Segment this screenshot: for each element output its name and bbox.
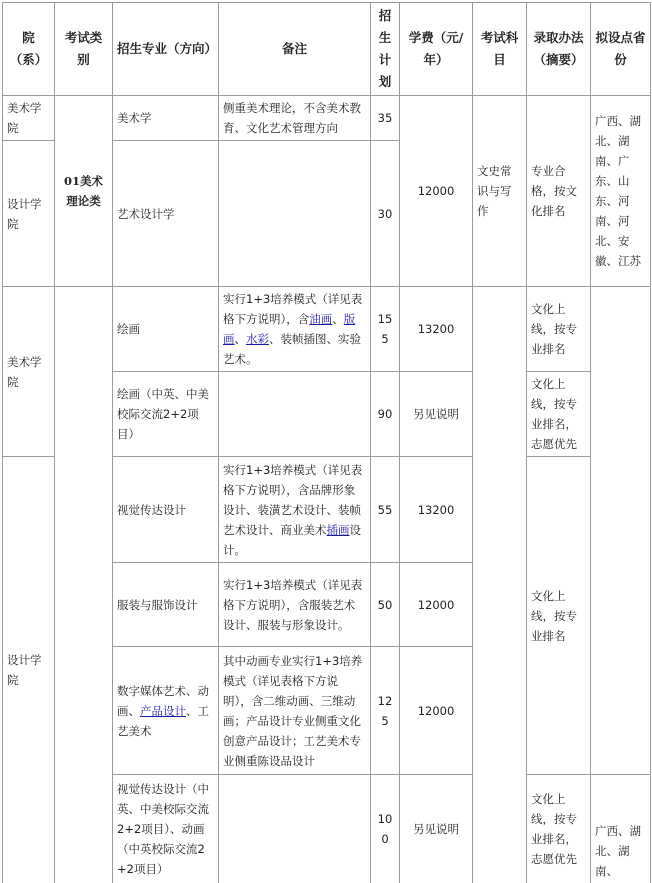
admission-cell: 文化上线，按专业排名，志愿优先	[527, 372, 591, 457]
note-cell: 侧重美术理论，不含美术教育、文化艺术管理方向	[219, 96, 371, 141]
admission-cell: 专业合格，按文化排名	[527, 96, 591, 287]
link-watercolor[interactable]: 水彩	[246, 332, 269, 346]
fee-cell: 13200	[400, 287, 473, 372]
major-cell: 视觉传达设计	[113, 457, 219, 563]
note-cell	[219, 141, 371, 287]
note-text: 设计。	[223, 522, 361, 557]
note-text: 实行1+3培养模式（详见表格下方说明），含品牌形象设计、装潢艺术设计、装帧艺术设计、商业美术	[223, 462, 363, 537]
note-cell	[219, 457, 371, 563]
header-row	[3, 3, 651, 96]
fee-cell: 13200	[400, 457, 473, 563]
plan-cell: 30	[371, 141, 400, 287]
link-product-design[interactable]: 产品设计	[140, 703, 186, 718]
exam-type-cell	[55, 287, 113, 883]
admission-cell: 文化上线，按专业排名，志愿优先	[527, 775, 591, 883]
plan-cell: 55	[371, 457, 400, 563]
fee-cell: 12000	[400, 647, 473, 775]
fee-cell: 12000	[400, 563, 473, 647]
major-cell	[113, 647, 219, 775]
major-text: 数字媒体艺术、动画、	[117, 683, 209, 718]
header-plan: 招生计划	[371, 3, 400, 96]
plan-cell: 125	[371, 647, 400, 775]
admission-cell: 文化上线，按专业排名	[527, 287, 591, 372]
provinces-cell: 广西、湖北、湖南、广东、山东、河南、河北、安徽、江苏	[591, 96, 651, 287]
header-exam-type: 考试类别	[55, 3, 113, 96]
admissions-table	[2, 2, 651, 883]
subject-cell: 文史常识与写作	[473, 96, 527, 287]
note-text: 、装帧插图、实验艺术。	[223, 332, 361, 366]
major-cell: 服装与服饰设计	[113, 563, 219, 647]
link-printmaking[interactable]: 版画	[223, 312, 356, 346]
note-cell	[219, 287, 371, 372]
header-admission: 录取办法（摘要）	[527, 3, 591, 96]
note-cell	[219, 775, 371, 883]
note-cell: 实行1+3培养模式（详见表格下方说明），含服装艺术设计、服装与形象设计。	[219, 563, 371, 647]
major-cell: 艺术设计学	[113, 141, 219, 287]
provinces-cell	[591, 287, 651, 775]
college-cell: 设计学院	[3, 457, 55, 883]
major-cell: 绘画	[113, 287, 219, 372]
admission-cell: 文化上线，按专业排名	[527, 457, 591, 775]
header-provinces: 拟设点省份	[591, 3, 651, 96]
exam-type-cell: 01美术理论类	[55, 96, 113, 287]
table-row	[3, 96, 651, 141]
plan-cell: 100	[371, 775, 400, 883]
plan-cell: 155	[371, 287, 400, 372]
header-college: 院（系）	[3, 3, 55, 96]
major-text: 、工艺美术	[117, 703, 209, 738]
header-fee: 学费（元/年）	[400, 3, 473, 96]
header-subject: 考试科目	[473, 3, 527, 96]
note-separator: 、	[332, 312, 344, 326]
link-oil-painting[interactable]: 油画	[309, 312, 333, 326]
major-cell: 视觉传达设计（中英、中美校际交流2+2项目）、动画（中英校际交流2+2项目）	[113, 775, 219, 883]
fee-cell: 12000	[400, 96, 473, 287]
major-cell: 绘画（中英、中美校际交流2+2项目）	[113, 372, 219, 457]
link-illustration[interactable]: 插画	[326, 522, 350, 537]
note-text: 实行1+3培养模式（详见表格下方说明），含	[223, 292, 363, 326]
header-note: 备注	[219, 3, 371, 96]
note-separator: 、	[234, 332, 246, 346]
major-cell: 美术学	[113, 96, 219, 141]
header-major: 招生专业（方向）	[113, 3, 219, 96]
plan-cell: 50	[371, 563, 400, 647]
note-cell	[219, 372, 371, 457]
college-cell: 设计学院	[3, 141, 55, 287]
subject-cell	[473, 287, 527, 883]
college-cell: 美术学院	[3, 287, 55, 457]
provinces-cell: 广西、湖北、湖南、	[591, 775, 651, 883]
table-row	[3, 287, 651, 372]
plan-cell: 90	[371, 372, 400, 457]
college-cell: 美术学院	[3, 96, 55, 141]
plan-cell: 35	[371, 96, 400, 141]
fee-cell: 另见说明	[400, 372, 473, 457]
note-cell: 其中动画专业实行1+3培养模式（详见表格下方说明），含二维动画、三维动画；产品设计专业侧重文化创意产品设计；工艺美术专业侧重陈设品设计	[219, 647, 371, 775]
fee-cell: 另见说明	[400, 775, 473, 883]
